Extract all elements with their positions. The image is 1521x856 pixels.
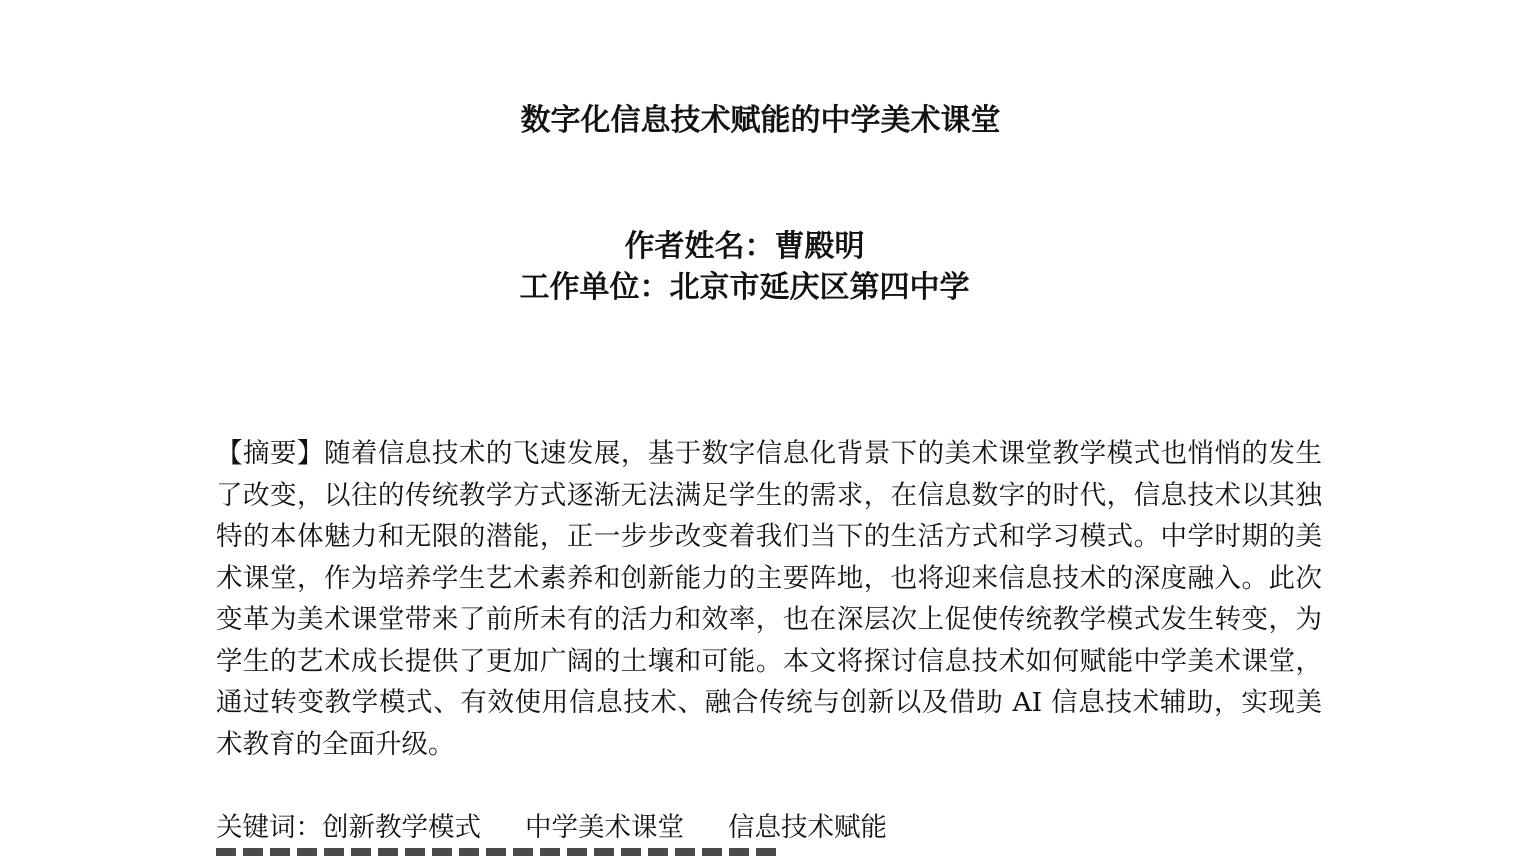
- keyword-item: 信息技术赋能: [728, 812, 887, 843]
- keyword-item: 创新教学模式: [322, 812, 481, 843]
- abstract-text: 随着信息技术的飞速发展，基于数字信息化背景下的美术课堂教学模式也悄悄的发生了改变，以往的传统教学方式逐渐无法满足学生的需求，在信息数字的时代，信息技术以其独特的本体魅力和无限的潜能，正一步步改变着我们当下的生活方式和学习模式。中学时期的美术课堂，作为培养学生艺术素养和创新能力的主要阵地，也将迎来信息技术的深度融入。此次变革为美术课堂带来了前所未有的活力和效率，也在深层次上促使传统教学模式发生转变，为学生的艺术成长提供了更加广阔的土壤和可能。本文将探讨信息技术如何赋能中学美术课堂，通过转变教学模式、有效使用信息技术、融合传统与创新以及借助 AI 信息技术辅助，实现美术教育的全面升级。: [216, 438, 1323, 760]
- keywords-label: 关键词：: [216, 812, 322, 843]
- keywords-line: [216, 808, 887, 848]
- keyword-item: 中学美术课堂: [525, 812, 684, 843]
- author-line: 作者姓名：曹殿明: [624, 229, 865, 264]
- cut-off-glyphs: [216, 848, 776, 856]
- cut-off-text-line: [216, 848, 776, 856]
- paper-title: 数字化信息技术赋能的中学美术课堂: [520, 103, 1001, 138]
- abstract-label: 【摘要】: [216, 438, 324, 469]
- abstract-paragraph: [216, 433, 1322, 765]
- affiliation-line: 工作单位：北京市延庆区第四中学: [519, 270, 970, 305]
